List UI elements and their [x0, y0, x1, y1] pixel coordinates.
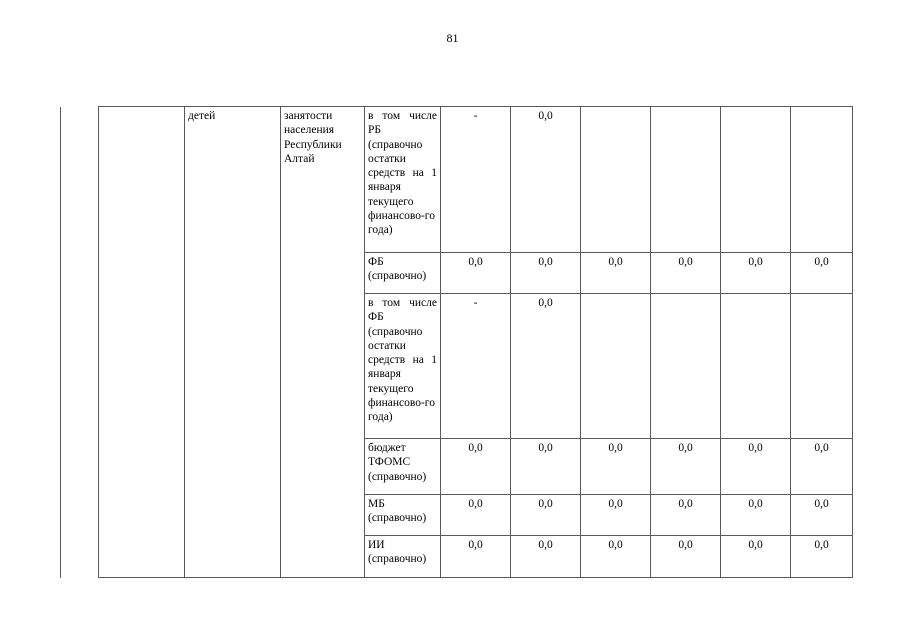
- value-cell: 0,0: [511, 253, 581, 294]
- value-cell: 0,0: [581, 536, 651, 578]
- source-cell: в том числе ФБ (справочно остатки средств на 1 января текущего финансово-го года): [365, 294, 441, 439]
- value-cell: 0,0: [651, 495, 721, 536]
- page-number: 81: [446, 31, 459, 45]
- value-cell: 0,0: [721, 536, 791, 578]
- source-cell: ИИ (справочно): [365, 536, 441, 578]
- value-cell: [721, 294, 791, 439]
- value-cell: [651, 294, 721, 439]
- value-cell: 0,0: [651, 253, 721, 294]
- value-cell: -: [441, 107, 511, 253]
- value-cell: 0,0: [791, 439, 853, 495]
- value-cell: 0,0: [511, 495, 581, 536]
- value-cell: [581, 107, 651, 253]
- value-cell: 0,0: [581, 439, 651, 495]
- budget-table: [60, 106, 853, 578]
- value-cell: -: [441, 294, 511, 439]
- value-cell: [721, 107, 791, 253]
- value-cell: 0,0: [721, 253, 791, 294]
- value-cell: 0,0: [791, 536, 853, 578]
- empty-cell-col1: [61, 107, 99, 578]
- value-cell: 0,0: [441, 253, 511, 294]
- empty-cell-col2: [99, 107, 185, 578]
- value-cell: [791, 107, 853, 253]
- value-cell: 0,0: [441, 536, 511, 578]
- source-cell: бюджет ТФОМС (справочно): [365, 439, 441, 495]
- value-cell: 0,0: [511, 536, 581, 578]
- value-cell: 0,0: [581, 253, 651, 294]
- value-cell: 0,0: [441, 495, 511, 536]
- value-cell: 0,0: [721, 495, 791, 536]
- value-cell: 0,0: [651, 536, 721, 578]
- table-row: [61, 107, 853, 253]
- value-cell: 0,0: [791, 253, 853, 294]
- value-cell: 0,0: [511, 294, 581, 439]
- cell-zanyatosti: занятости населения Республики Алтай: [281, 107, 365, 578]
- value-cell: [791, 294, 853, 439]
- value-cell: [651, 107, 721, 253]
- value-cell: 0,0: [511, 107, 581, 253]
- value-cell: 0,0: [791, 495, 853, 536]
- source-cell: МБ (справочно): [365, 495, 441, 536]
- source-cell: ФБ (справочно): [365, 253, 441, 294]
- value-cell: 0,0: [651, 439, 721, 495]
- value-cell: [581, 294, 651, 439]
- value-cell: 0,0: [721, 439, 791, 495]
- value-cell: 0,0: [581, 495, 651, 536]
- source-cell: в том числе РБ (справочно остатки средств на 1 января текущего финансово-го года): [365, 107, 441, 253]
- cell-detey: детей: [185, 107, 281, 578]
- value-cell: 0,0: [441, 439, 511, 495]
- value-cell: 0,0: [511, 439, 581, 495]
